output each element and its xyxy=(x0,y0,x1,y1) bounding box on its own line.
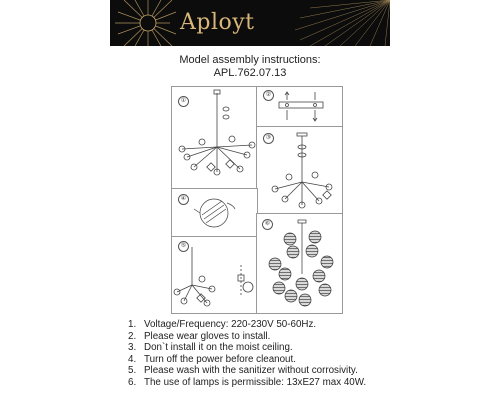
list-item: 4. Turn off the power before cleanout. xyxy=(128,353,296,365)
step-2-panel xyxy=(256,86,343,128)
brand-banner xyxy=(110,0,390,46)
step-1-number: ① xyxy=(178,96,189,107)
step-6-panel xyxy=(256,213,343,314)
list-item: 6. The use of lamps is permissible: 13xE27 max 40W. xyxy=(128,376,367,388)
list-item: 3. Don`t install it on the moist ceiling. xyxy=(128,342,293,354)
instructions-title xyxy=(0,54,500,80)
list-item: 5. Please wash with the sanitizer without corrosivity. xyxy=(128,365,358,377)
instructions-list xyxy=(128,319,366,389)
step-4-number: ④ xyxy=(178,194,189,205)
model-number: APL.762.07.13 xyxy=(213,67,287,79)
step-5-number: ⑤ xyxy=(178,241,189,252)
brand-logo-text: Aployt xyxy=(180,10,255,35)
step-1-panel xyxy=(171,86,258,190)
step-4-panel xyxy=(171,188,258,238)
step-5-panel xyxy=(171,236,258,314)
list-item: 2. Please wear gloves to install. xyxy=(128,330,271,342)
list-item: 1. Voltage/Frequency: 220-230V 50-60Hz. xyxy=(128,319,317,330)
step-2-number: ② xyxy=(263,90,274,101)
step-3-panel xyxy=(256,126,343,215)
step-6-number: ⑥ xyxy=(262,219,273,230)
page-title: Model assembly instructions: xyxy=(179,54,321,66)
step-3-number: ③ xyxy=(263,133,274,144)
